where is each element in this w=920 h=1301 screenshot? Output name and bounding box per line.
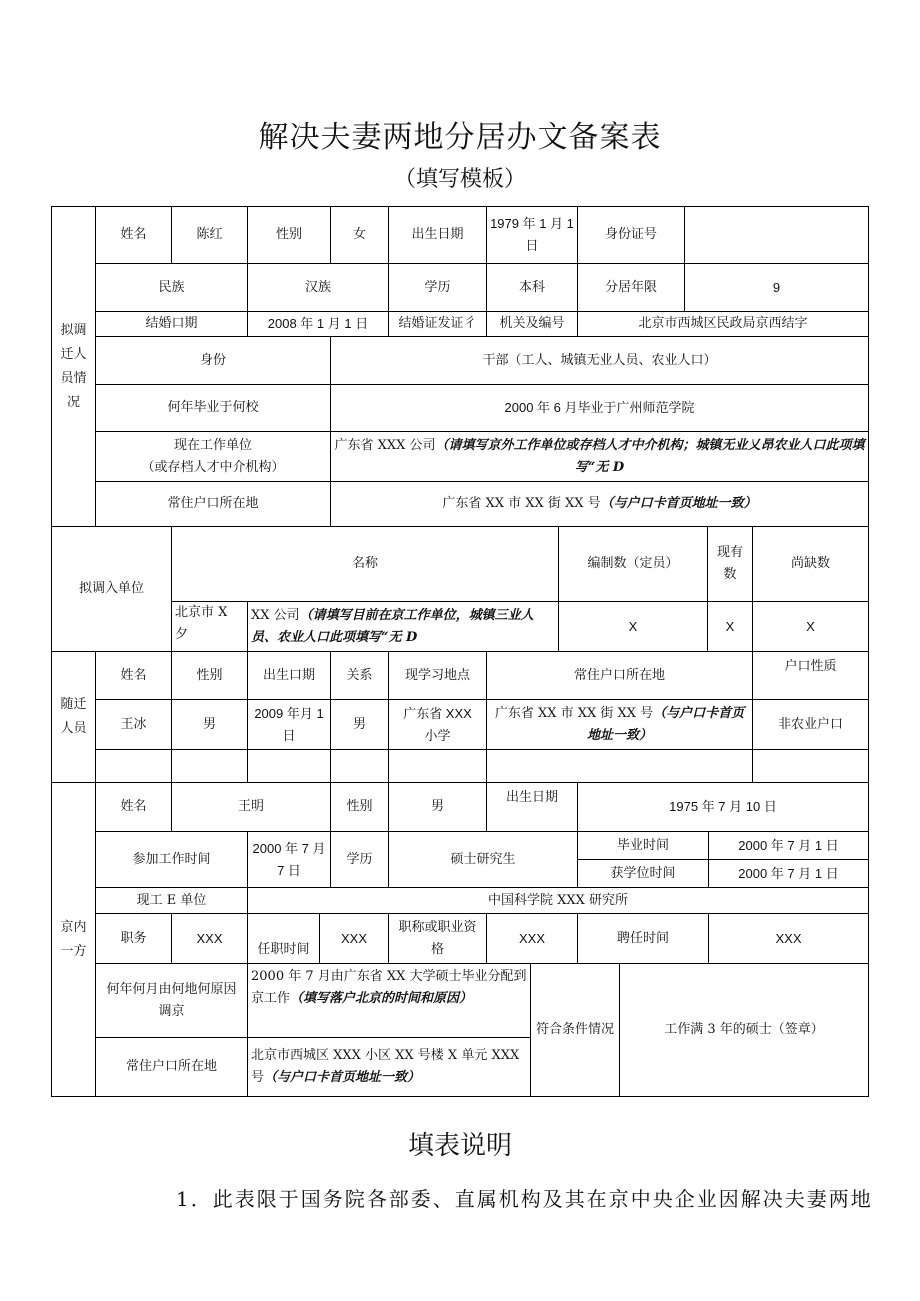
page-title: 解决夫妻两地分居办文备案表 — [258, 120, 662, 155]
bj-value-name: 王明 — [171, 782, 331, 832]
bj-value-title: XXX — [486, 913, 578, 964]
label-gender: 性别 — [247, 206, 331, 264]
value-employer — [330, 431, 869, 482]
dep-residence-note: （与户口卡首页地址一致） — [586, 705, 745, 743]
header-current: 现有数 — [707, 526, 753, 602]
note-item: 1．此表限于国务院各部委、直属机构及其在京中央企业因解决夫妻两地 — [176, 1187, 873, 1211]
value-cert-org: 北京市西城区民政局京西结字 — [577, 311, 869, 337]
bj-label-education: 学历 — [330, 831, 389, 888]
label-graduation: 何年毕业于何校 — [95, 384, 331, 432]
value-marriage-date: 2008 年 1 月 1 日 — [247, 311, 389, 337]
bj-value-graduate-time: 2000 年 7 月 1 日 — [708, 831, 869, 860]
bj-value-education: 硕士研究生 — [388, 831, 578, 888]
bj-label-conditions: 符合条件情况 — [530, 963, 620, 1097]
bj-value-post-time: XXX — [319, 913, 389, 964]
section-label-target-unit: 拟调入单位 — [51, 526, 172, 652]
dep-empty-cell — [171, 749, 248, 783]
label-name: 姓名 — [95, 206, 172, 264]
value-quota: X — [558, 601, 708, 652]
value-identity: 干部（工人、城镇无业人员、农业人口） — [330, 336, 869, 385]
value-name: 陈红 — [171, 206, 248, 264]
header-dep-hukou: 户口性质 — [752, 651, 869, 700]
bj-value-degree-time: 2000 年 7 月 1 日 — [708, 859, 869, 888]
employer-text: 广东省 XXX 公司 — [334, 437, 436, 453]
arrival-note: （填写落户北京的时间和原因） — [290, 991, 473, 1006]
label-ethnicity: 民族 — [95, 263, 248, 312]
label-cert-org: 机关及编号 — [486, 311, 578, 337]
bj-label-name: 姓名 — [95, 782, 172, 832]
label-birth: 出生日期 — [388, 206, 487, 264]
value-vacancy: X — [752, 601, 869, 652]
label-education: 学历 — [388, 263, 487, 312]
bj-label-work-start: 参加工作时间 — [95, 831, 248, 888]
value-ethnicity: 汉族 — [247, 263, 389, 312]
bj-value-conditions: 工作满 3 年的硕士（签章） — [619, 963, 869, 1097]
bj-residence-text: 北京市西城区 XXX 小区 XX 号楼 X 单元 XXX 号 — [251, 1048, 520, 1085]
dep-hukou: 非农业户口 — [752, 699, 869, 750]
value-current: X — [707, 601, 753, 652]
dep-empty-cell — [388, 749, 487, 783]
arrival-text: 2000 年 7 月由广东省 XX 大学硕士毕业分配到京工作 — [251, 969, 527, 1006]
label-identity: 身份 — [95, 336, 331, 385]
bj-value-hire-time: XXX — [708, 913, 869, 964]
value-id — [684, 206, 869, 264]
header-unit-name: 名称 — [171, 526, 559, 602]
dep-birth: 2009 年月 1 日 — [247, 699, 331, 750]
unit-name-text: XX 公司 — [251, 607, 300, 623]
label-separation: 分居年限 — [577, 263, 685, 312]
dep-empty-cell — [486, 749, 753, 783]
dep-empty-cell — [247, 749, 331, 783]
employer-note: （请填写京外工作单位或存档人才中介机构；城镇无业乂昂农业人口此项填写“无 D — [435, 437, 865, 475]
bj-label-employer: 现工 E 单位 — [95, 887, 248, 914]
dep-residence — [486, 699, 753, 750]
header-vacancy: 尚缺数 — [752, 526, 869, 602]
dep-school: 广东省 XXX 小学 — [388, 699, 487, 750]
dep-name: 王冰 — [95, 699, 172, 750]
header-dep-relation: 关系 — [330, 651, 389, 700]
header-dep-residence: 常住户口所在地 — [486, 651, 753, 700]
dep-residence-text: 广东省 XX 市 XX 街 XX 号 — [494, 705, 654, 721]
header-dep-school: 现学习地点 — [388, 651, 487, 700]
notes-title: 填表说明 — [407, 1131, 512, 1161]
value-residence — [330, 481, 869, 527]
value-graduation: 2000 年 6 月毕业于广州师范学院 — [330, 384, 869, 432]
label-employer — [95, 431, 331, 482]
label-marriage-cert: 结婚证发证彳 — [388, 311, 487, 337]
dep-empty-cell — [752, 749, 869, 783]
bj-value-work-start: 2000 年 7 月 7 日 — [247, 831, 331, 888]
label-marriage-date: 结婚口期 — [95, 311, 248, 337]
bj-value-employer: 中国科学院 XXX 研究所 — [247, 887, 869, 914]
bj-value-arrival — [247, 963, 531, 1038]
value-unit-name-a: 北京市 X 夕 — [171, 601, 248, 652]
value-birth: 1979 年 1 月 1 日 — [486, 206, 578, 264]
bj-label-arrival: 何年何月由何地何原因调京 — [95, 963, 248, 1038]
dep-empty-cell — [95, 749, 172, 783]
label-residence: 常住户口所在地 — [95, 481, 331, 527]
bj-value-post: XXX — [171, 913, 248, 964]
bj-label-residence: 常住户口所在地 — [95, 1037, 248, 1097]
bj-label-gender: 性别 — [330, 782, 389, 832]
bj-label-hire-time: 聘任时间 — [577, 913, 709, 964]
header-quota: 编制数（定员） — [558, 526, 708, 602]
page-subtitle: （填写模板） — [393, 167, 526, 192]
dep-gender: 男 — [171, 699, 248, 750]
bj-label-graduate-time: 毕业时间 — [577, 831, 709, 860]
bj-residence-note: （与户口卡首页地址一致） — [264, 1070, 421, 1085]
bj-label-post-time: 任职时间 — [247, 913, 320, 964]
section-label-beijing: 京内一方 — [51, 782, 96, 1097]
value-gender: 女 — [330, 206, 389, 264]
residence-note: （与户口卡首页地址一致） — [600, 496, 757, 511]
bj-label-degree-time: 获学位时间 — [577, 859, 709, 888]
bj-label-birth: 出生日期 — [486, 782, 578, 832]
dep-empty-cell — [330, 749, 389, 783]
residence-text: 广东省 XX 市 XX 街 XX 号 — [442, 496, 601, 511]
dep-relation: 男 — [330, 699, 389, 750]
section-label-dependents: 随迁人员 — [51, 651, 96, 783]
header-dep-birth: 出生口期 — [247, 651, 331, 700]
unit-name-note: （请填写目前在京工作单位，城镇三业人员、农业人口此项填写“无 D — [251, 607, 534, 645]
label-employer-line1: 现在工作单位 — [173, 437, 252, 453]
value-education: 本科 — [486, 263, 578, 312]
bj-value-gender: 男 — [388, 782, 487, 832]
section-label-applicant: 拟调迁人员情况 — [51, 206, 96, 527]
bj-label-title: 职称或职业资格 — [388, 913, 487, 964]
label-id: 身份证号 — [577, 206, 685, 264]
header-dep-gender: 性别 — [171, 651, 248, 700]
header-dep-name: 姓名 — [95, 651, 172, 700]
bj-value-residence — [247, 1037, 531, 1097]
label-employer-line2: （或存档人才中介机构） — [141, 459, 285, 475]
value-unit-name-b — [247, 601, 559, 652]
bj-value-birth: 1975 年 7 月 10 日 — [577, 782, 869, 832]
value-separation: 9 — [684, 263, 869, 312]
bj-label-post: 职务 — [95, 913, 172, 964]
